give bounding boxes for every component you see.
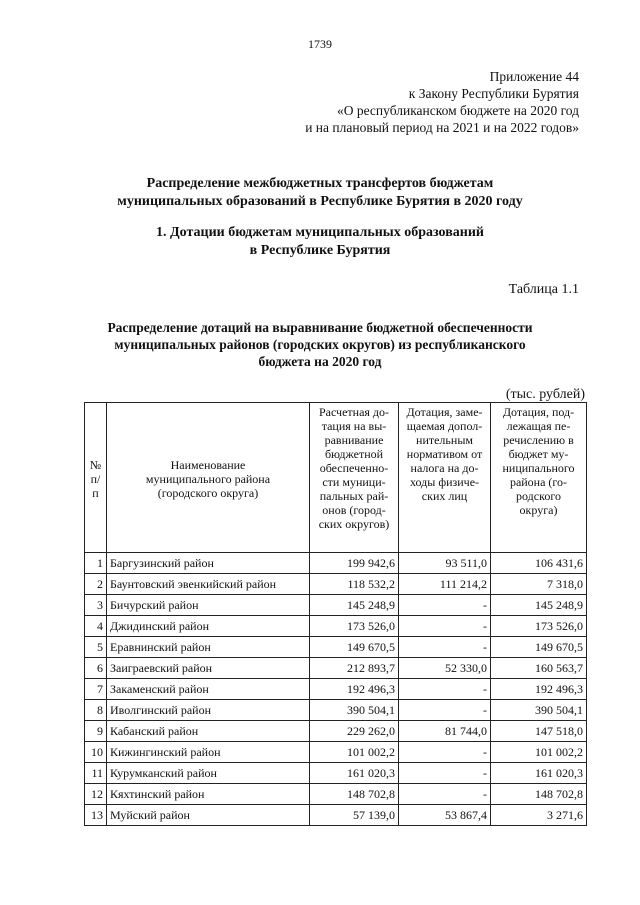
transfer-subsidy: 161 020,3 (491, 763, 587, 784)
calculated-subsidy: 57 139,0 (310, 805, 399, 826)
district-name: Заиграевский район (107, 658, 310, 679)
header-transfer-subsidy: Дотация, под- лежащая пе- речислению в бюджет му- ниципального района (го- родского округа) (491, 403, 587, 553)
district-name: Курумканский район (107, 763, 310, 784)
appendix-line: и на плановый период на 2021 и на 2022 годов» (305, 120, 579, 135)
calculated-subsidy: 161 020,3 (310, 763, 399, 784)
transfer-subsidy: 106 431,6 (491, 553, 587, 574)
district-name: Баунтовский эвенкийский район (107, 574, 310, 595)
replaced-subsidy: 81 744,0 (399, 721, 491, 742)
replaced-subsidy: - (399, 679, 491, 700)
transfer-subsidy: 3 271,6 (491, 805, 587, 826)
district-name: Кабанский район (107, 721, 310, 742)
table-title (0, 319, 640, 370)
calculated-subsidy: 390 504,1 (310, 700, 399, 721)
transfer-subsidy: 173 526,0 (491, 616, 587, 637)
transfer-subsidy: 390 504,1 (491, 700, 587, 721)
transfer-subsidy: 192 496,3 (491, 679, 587, 700)
district-name: Бичурский район (107, 595, 310, 616)
header-calculated-subsidy: Расчетная до- тация на вы- равнивание бюджетной обеспеченно- сти муници- пальных рай- онов (город- ских округов) (310, 403, 399, 553)
replaced-subsidy: 53 867,4 (399, 805, 491, 826)
table-row (85, 784, 587, 805)
replaced-subsidy: 93 511,0 (399, 553, 491, 574)
section-title-line: в Республике Бурятия (249, 243, 391, 258)
row-number: 8 (85, 700, 107, 721)
district-name: Баргузинский район (107, 553, 310, 574)
replaced-subsidy: 111 214,2 (399, 574, 491, 595)
table-row (85, 805, 587, 826)
calculated-subsidy: 173 526,0 (310, 616, 399, 637)
row-number: 10 (85, 742, 107, 763)
replaced-subsidy: - (399, 763, 491, 784)
calculated-subsidy: 192 496,3 (310, 679, 399, 700)
row-number: 2 (85, 574, 107, 595)
calculated-subsidy: 118 532,2 (310, 574, 399, 595)
calculated-subsidy: 145 248,9 (310, 595, 399, 616)
calculated-subsidy: 148 702,8 (310, 784, 399, 805)
calculated-subsidy: 101 002,2 (310, 742, 399, 763)
transfer-subsidy: 149 670,5 (491, 637, 587, 658)
replaced-subsidy: - (399, 700, 491, 721)
replaced-subsidy: - (399, 637, 491, 658)
section-title-line: 1. Дотации бюджетам муниципальных образований (156, 225, 484, 240)
table-title-line: бюджета на 2020 год (258, 354, 382, 369)
transfer-subsidy: 101 002,2 (491, 742, 587, 763)
row-number: 4 (85, 616, 107, 637)
row-number: 6 (85, 658, 107, 679)
district-name: Кяхтинский район (107, 784, 310, 805)
row-number: 13 (85, 805, 107, 826)
main-title-line: Распределение межбюджетных трансфертов бюджетам (146, 176, 494, 191)
replaced-subsidy: - (399, 742, 491, 763)
row-number: 11 (85, 763, 107, 784)
table-row (85, 595, 587, 616)
table-row (85, 658, 587, 679)
table-row (85, 679, 587, 700)
page-number: 1739 (308, 37, 332, 51)
row-number: 9 (85, 721, 107, 742)
transfer-subsidy: 145 248,9 (491, 595, 587, 616)
replaced-subsidy: - (399, 616, 491, 637)
table-row (85, 700, 587, 721)
calculated-subsidy: 199 942,6 (310, 553, 399, 574)
calculated-subsidy: 149 670,5 (310, 637, 399, 658)
table-title-line: муниципальных районов (городских округов) из республиканского (114, 337, 526, 352)
row-number: 5 (85, 637, 107, 658)
district-name: Кижингинский район (107, 742, 310, 763)
transfer-subsidy: 7 318,0 (491, 574, 587, 595)
subsidy-table (84, 402, 587, 826)
table-row (85, 616, 587, 637)
district-name: Иволгинский район (107, 700, 310, 721)
row-number: 3 (85, 595, 107, 616)
table-row (85, 574, 587, 595)
appendix-heading (305, 68, 579, 136)
header-name: Наименование муниципального района (городского округа) (107, 403, 310, 553)
appendix-line: Приложение 44 (489, 69, 579, 84)
table-row (85, 721, 587, 742)
replaced-subsidy: 52 330,0 (399, 658, 491, 679)
header-num: № п/п (85, 403, 107, 553)
table-row (85, 763, 587, 784)
table-row (85, 637, 587, 658)
appendix-line: «О республиканском бюджете на 2020 год (336, 103, 579, 118)
row-number: 1 (85, 553, 107, 574)
main-title (0, 175, 640, 211)
district-name: Закаменский район (107, 679, 310, 700)
row-number: 12 (85, 784, 107, 805)
calculated-subsidy: 212 893,7 (310, 658, 399, 679)
calculated-subsidy: 229 262,0 (310, 721, 399, 742)
section-title (0, 224, 640, 260)
table-title-line: Распределение дотаций на выравнивание бюджетной обеспеченности (107, 320, 533, 335)
transfer-subsidy: 160 563,7 (491, 658, 587, 679)
header-replaced-subsidy: Дотация, заме- щаемая допол- нительным нормативом от налога на до- ходы физиче- ских лиц (399, 403, 491, 553)
table-row (85, 553, 587, 574)
district-name: Джидинский район (107, 616, 310, 637)
units-label: (тыс. рублей) (505, 387, 585, 402)
table-header-row (85, 403, 587, 553)
transfer-subsidy: 148 702,8 (491, 784, 587, 805)
appendix-line: к Закону Республики Бурятия (408, 86, 579, 101)
replaced-subsidy: - (399, 595, 491, 616)
row-number: 7 (85, 679, 107, 700)
table-label: Таблица 1.1 (508, 282, 579, 297)
main-title-line: муниципальных образований в Республике Бурятия в 2020 году (117, 194, 523, 209)
replaced-subsidy: - (399, 784, 491, 805)
transfer-subsidy: 147 518,0 (491, 721, 587, 742)
district-name: Еравнинский район (107, 637, 310, 658)
district-name: Муйский район (107, 805, 310, 826)
table-row (85, 742, 587, 763)
